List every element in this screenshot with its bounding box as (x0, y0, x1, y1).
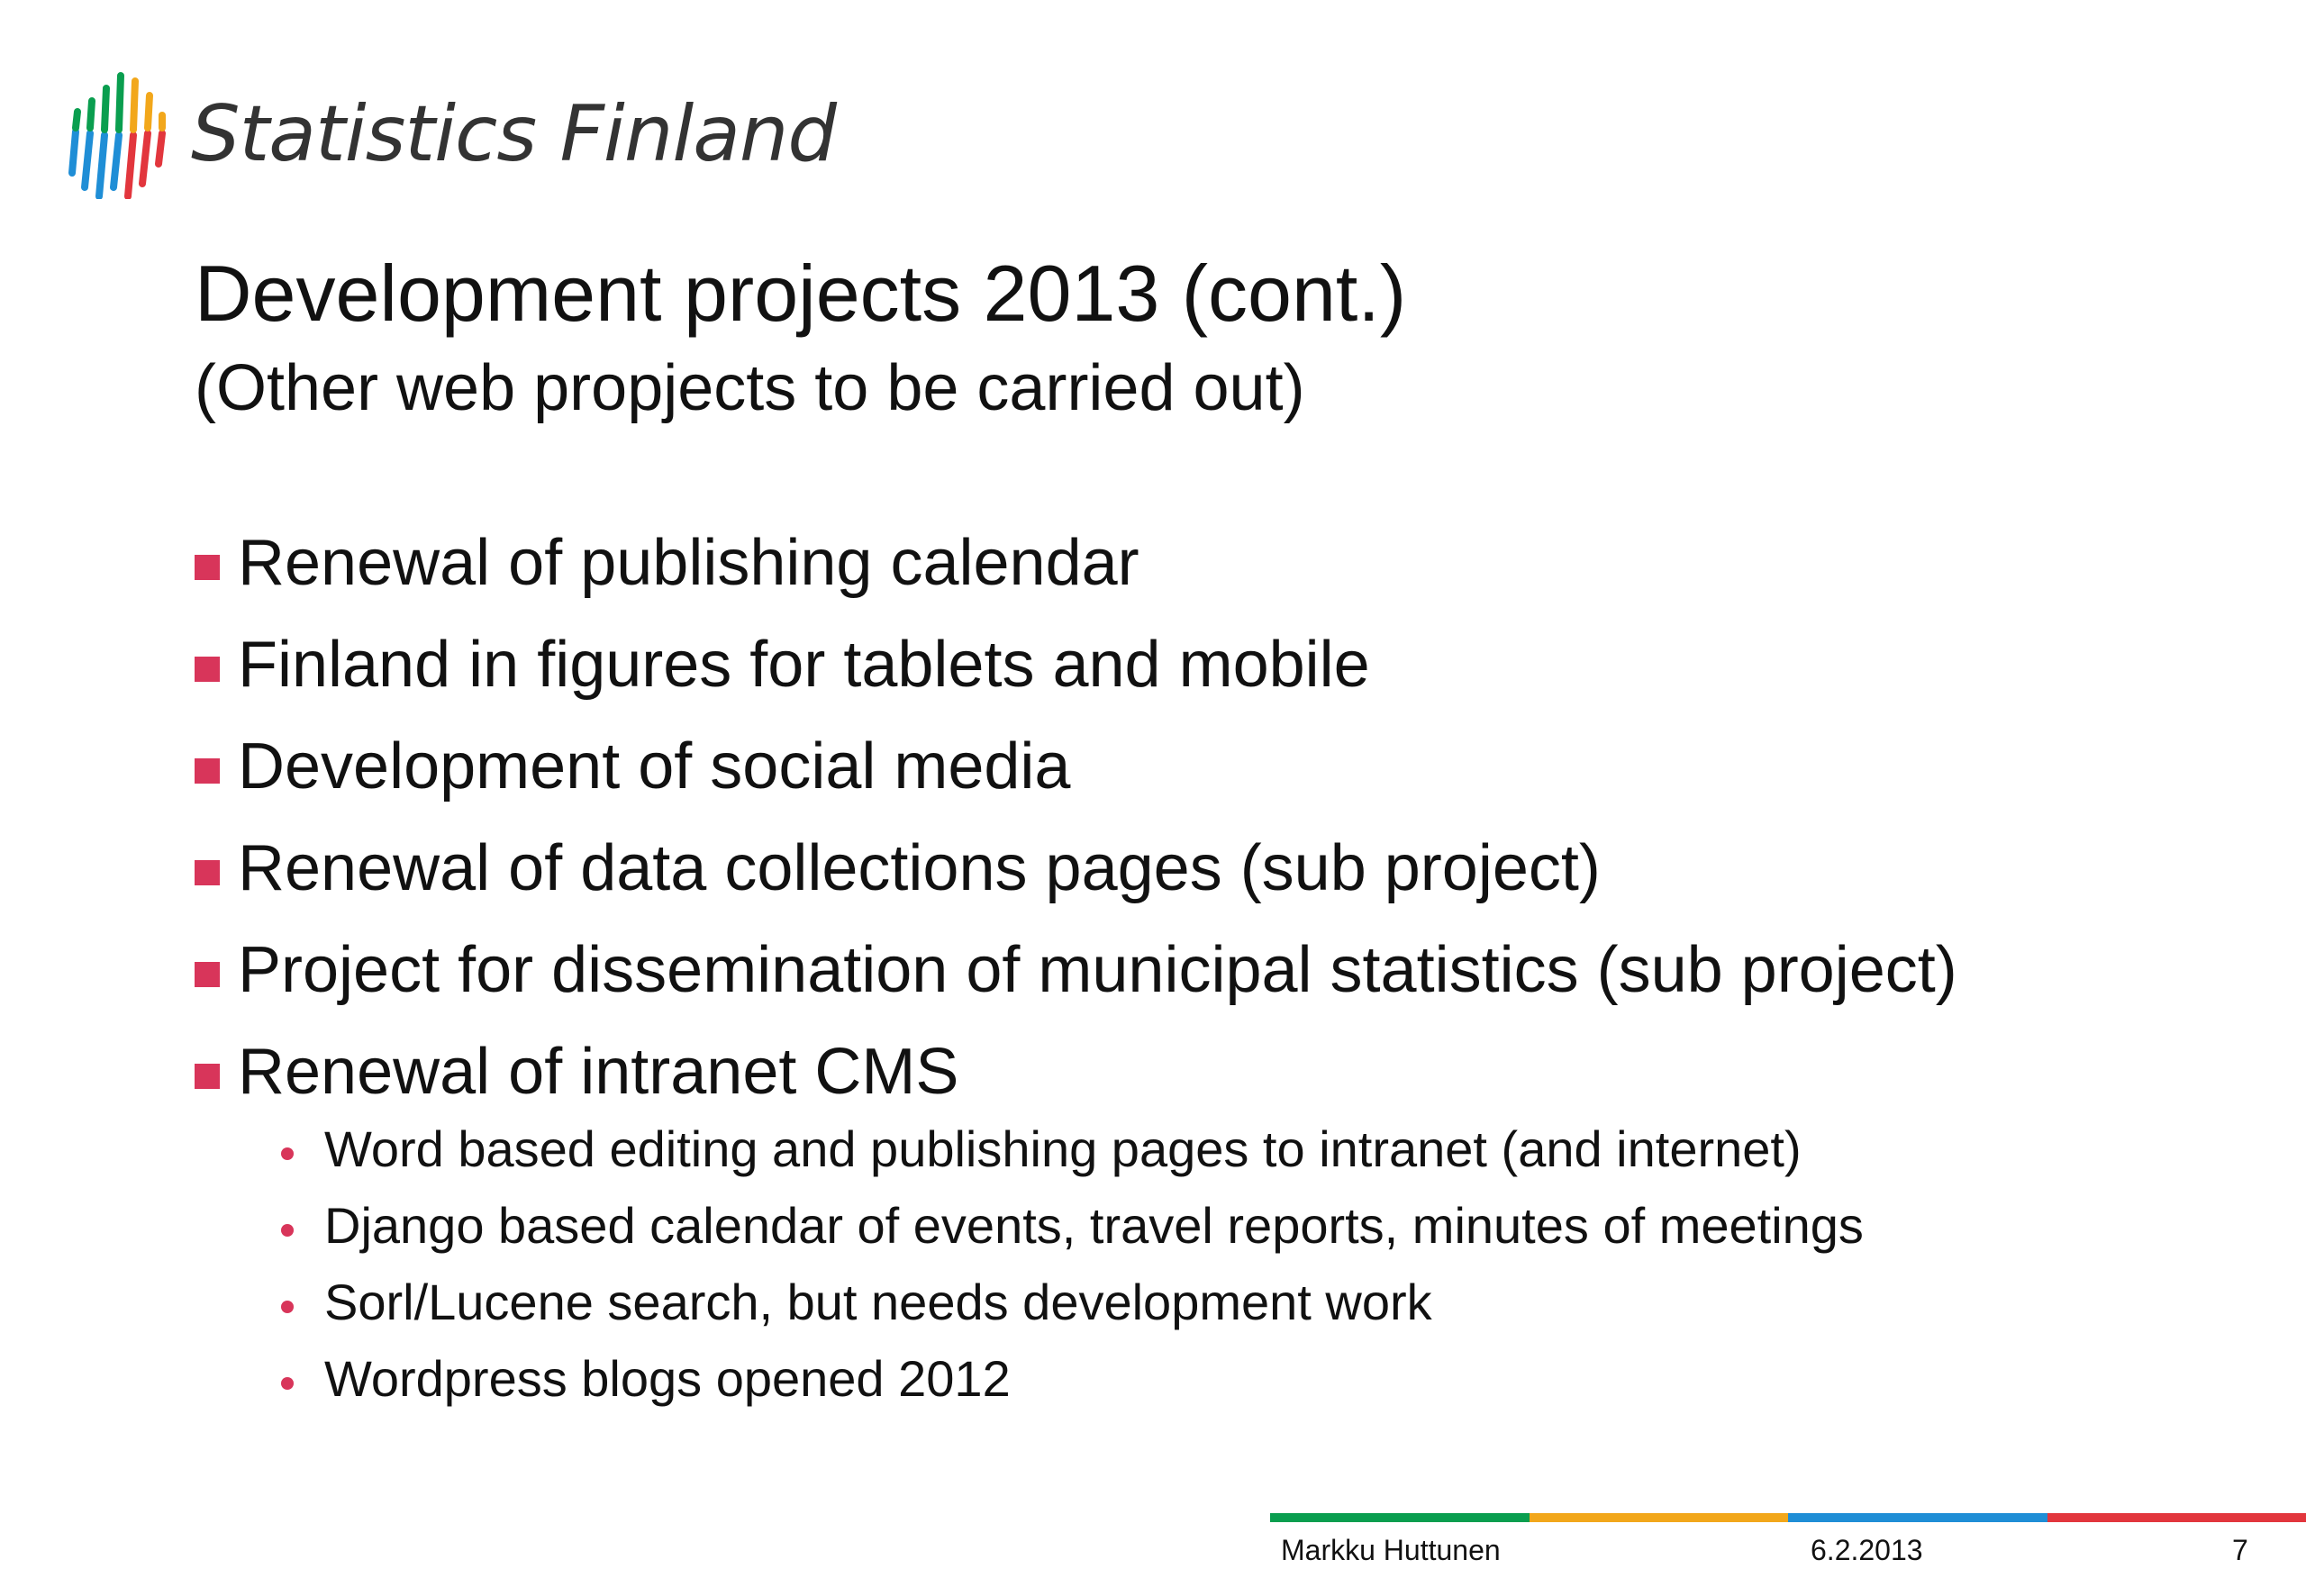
bullet-text: Renewal of publishing calendar (238, 526, 1139, 599)
dot-bullet-icon (281, 1301, 294, 1313)
logo (65, 68, 836, 199)
square-bullet-icon (195, 860, 220, 885)
sub-bullet-text: Sorl/Lucene search, but needs development work (324, 1274, 1432, 1330)
bullet-item (195, 919, 1957, 1020)
sub-bullet-item (281, 1111, 1864, 1187)
square-bullet-icon (195, 657, 220, 682)
bullet-text: Renewal of data collections pages (sub project) (238, 831, 1601, 904)
sub-bullet-text: Django based calendar of events, travel reports, minutes of meetings (324, 1197, 1864, 1254)
sub-bullet-list (281, 1111, 1864, 1417)
dot-bullet-icon (281, 1224, 294, 1237)
bullet-list (195, 512, 1957, 1122)
bullet-item (195, 817, 1957, 919)
bullet-item (195, 512, 1957, 613)
bullet-text: Renewal of intranet CMS (238, 1035, 959, 1108)
footer-color-bar (1270, 1513, 2306, 1522)
square-bullet-icon (195, 1064, 220, 1089)
brand-name: Statistics Finland (191, 88, 837, 179)
sub-bullet-text: Wordpress blogs opened 2012 (324, 1350, 1011, 1407)
sub-bullet-text: Word based editing and publishing pages to intranet (and internet) (324, 1120, 1802, 1177)
footer-bar-green (1270, 1513, 1530, 1522)
square-bullet-icon (195, 758, 220, 784)
statistics-finland-bars-icon (65, 68, 166, 199)
footer-bar-yellow (1530, 1513, 1789, 1522)
sub-bullet-item (281, 1340, 1864, 1417)
bullet-text: Finland in figures for tablets and mobile (238, 628, 1370, 701)
slide-title: Development projects 2013 (cont.) (195, 249, 1407, 338)
footer-bar-red (2047, 1513, 2306, 1522)
dot-bullet-icon (281, 1377, 294, 1390)
footer-bar-blue (1788, 1513, 2047, 1522)
bullet-text: Development of social media (238, 730, 1071, 803)
footer-author: Markku Huttunen (1281, 1534, 1501, 1566)
dot-bullet-icon (281, 1147, 294, 1160)
bullet-text: Project for dissemination of municipal statistics (sub project) (238, 933, 1957, 1006)
square-bullet-icon (195, 555, 220, 580)
sub-bullet-item (281, 1264, 1864, 1340)
footer-date: 6.2.2013 (1811, 1534, 1923, 1566)
bullet-item (195, 1020, 1957, 1122)
bullet-item (195, 613, 1957, 715)
sub-bullet-item (281, 1187, 1864, 1264)
square-bullet-icon (195, 962, 220, 987)
slide-subtitle: (Other web propjects to be carried out) (195, 352, 1305, 424)
bullet-item (195, 715, 1957, 817)
page-number: 7 (2232, 1534, 2248, 1566)
